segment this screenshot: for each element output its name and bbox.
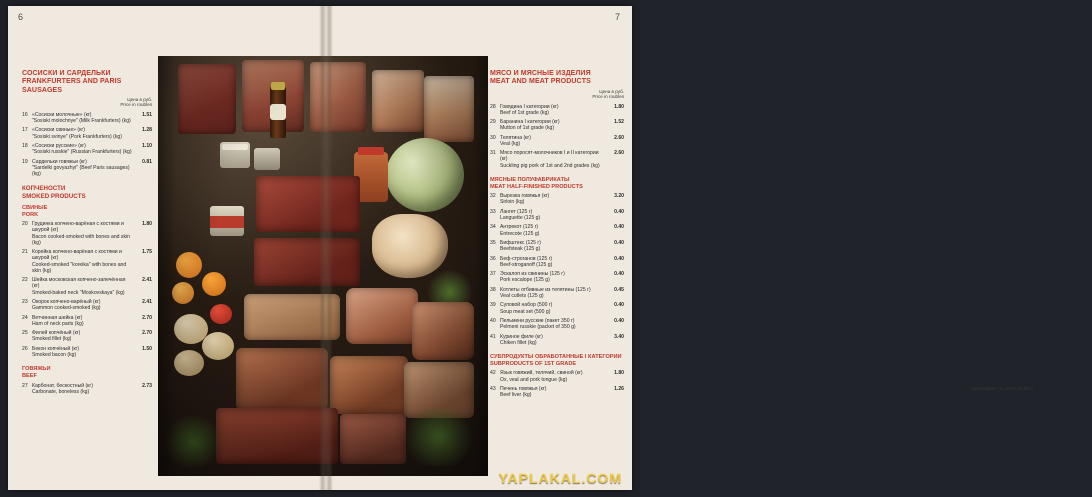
item-name-en: "Sosiski svinye" (Pork Frankfurters) (kg) xyxy=(32,133,122,140)
item-number: 16 xyxy=(22,111,28,118)
item-number: 19 xyxy=(22,158,28,165)
bottle-cap xyxy=(271,82,285,90)
table-row xyxy=(22,277,152,299)
item-name xyxy=(32,143,134,159)
item-number: 20 xyxy=(22,221,28,228)
item-number: 36 xyxy=(490,255,496,262)
table-row xyxy=(22,112,152,128)
can-label-band xyxy=(210,216,244,228)
item-name-ru: Баранина I категории (кг) xyxy=(500,119,560,126)
item-name-ru: Язык говяжий, телячий, свиной (кг) xyxy=(500,370,583,377)
item-name-en: Gammon cooked-smoked (kg) xyxy=(32,305,101,312)
item-name-en: Beef liver (kg) xyxy=(500,392,532,399)
item-name-en: Smoked-baked neck "Moskovskaya" (kg) xyxy=(32,289,125,296)
item-name-en: "Sosiski russkie" (Russian Frankfurters) (kg) xyxy=(32,149,132,156)
item-price: 2.60 xyxy=(614,134,624,141)
cabbage-head xyxy=(386,138,464,212)
item-name-en: Veal (kg) xyxy=(500,140,521,147)
table-row xyxy=(490,271,624,287)
subsection-heading-ru: СВИНЫЕ xyxy=(22,204,48,211)
item-name xyxy=(32,277,134,299)
item-number: 38 xyxy=(490,286,496,293)
item-number: 26 xyxy=(22,345,28,352)
item-name-en: Smoked bacon (kg) xyxy=(32,351,77,358)
item-name xyxy=(500,271,606,287)
item-price: 0.40 xyxy=(614,318,624,325)
item-name-ru: Суповой набор (500 г) xyxy=(500,302,553,309)
item-number: 39 xyxy=(490,302,496,309)
item-name-en: Chiken fillet (kg) xyxy=(500,339,537,346)
item-price: 1.51 xyxy=(142,111,152,118)
item-number: 40 xyxy=(490,318,496,325)
item-name-en: Ox, veal and pork tongue (kg) xyxy=(500,376,568,383)
orange-fruit xyxy=(176,252,202,278)
table-row xyxy=(22,127,152,143)
item-number: 18 xyxy=(22,142,28,149)
meat-slab xyxy=(372,70,424,132)
item-name-ru: Вырезка говяжья (кг) xyxy=(500,193,550,200)
item-name xyxy=(32,159,134,181)
section-heading-meat xyxy=(490,70,624,87)
item-name-ru: Печень говяжья (кг) xyxy=(500,385,547,392)
item-price: 1.80 xyxy=(614,103,624,110)
onion xyxy=(174,350,204,376)
table-row xyxy=(22,143,152,159)
table-row xyxy=(490,119,624,135)
section-heading-en: SMOKED PRODUCTS xyxy=(22,192,86,200)
item-number: 28 xyxy=(490,103,496,110)
item-name-ru: Беф-строганов (125 г) xyxy=(500,255,553,262)
meat-tray xyxy=(256,176,360,232)
table-row xyxy=(22,249,152,277)
item-name xyxy=(500,287,606,303)
table-row xyxy=(22,315,152,331)
section-heading-frankfurters xyxy=(22,70,152,95)
jar-cap xyxy=(358,147,384,155)
items-table-subproducts xyxy=(490,370,624,401)
item-number: 42 xyxy=(490,370,496,377)
items-table-meat xyxy=(490,104,624,173)
section-heading-subproducts xyxy=(490,354,624,367)
item-name xyxy=(32,299,134,315)
orange-fruit xyxy=(202,272,226,296)
item-name xyxy=(500,240,606,256)
item-number: 43 xyxy=(490,385,496,392)
item-price: 2.41 xyxy=(142,277,152,284)
item-number: 37 xyxy=(490,271,496,278)
section-heading-en: MEAT AND MEAT PRODUCTS xyxy=(490,78,591,86)
right-page-column xyxy=(490,70,1034,402)
item-name-en: Carbonate, boneless (kg) xyxy=(32,388,90,395)
item-price: 0.81 xyxy=(142,158,152,165)
item-price: 0.40 xyxy=(614,271,624,278)
item-price: 0.40 xyxy=(614,302,624,309)
item-name-en: Veal cutlets (125 g) xyxy=(500,293,544,300)
page-spread xyxy=(8,6,1034,490)
item-name-ru: Эскалоп из свинины (125 г) xyxy=(500,271,565,278)
item-name-ru: Сардельки говяжьи (кг) xyxy=(32,158,87,165)
item-name-ru: Лангет (125 г) xyxy=(500,208,533,215)
item-price: 3.20 xyxy=(614,193,624,200)
table-row xyxy=(22,383,152,399)
item-name-en: "Sosiski molochnye" (Milk Frankfurters) (kg) xyxy=(32,117,131,124)
tin-can xyxy=(210,206,244,236)
meat-tray xyxy=(340,414,406,464)
item-name xyxy=(500,318,606,334)
item-name-ru: Шейка московская копчено-запечённая (кг) xyxy=(32,277,126,290)
table-row xyxy=(490,287,624,303)
item-price: 1.28 xyxy=(142,127,152,134)
item-number: 32 xyxy=(490,193,496,200)
item-name xyxy=(32,112,134,128)
subsection-heading-ru: ГОВЯЖЬИ xyxy=(22,366,51,373)
meat-tray xyxy=(254,238,360,286)
item-price: 0.40 xyxy=(614,208,624,215)
price-header-en: Price in roubles xyxy=(120,102,152,108)
price-header-ru: Цена в руб. xyxy=(599,88,624,94)
tomato xyxy=(210,304,232,324)
item-name-ru: Мясо поросят-молочников I и II категории (кг) xyxy=(500,150,599,163)
item-name-ru: Карбонат, бескостный (кг) xyxy=(32,382,93,389)
item-price: 0.40 xyxy=(614,240,624,247)
subsection-heading-beef xyxy=(22,366,152,379)
section-heading-ru: СОСИСКИ И САРДЕЛЬКИ xyxy=(22,70,111,77)
item-price: 2.73 xyxy=(142,382,152,389)
item-name-en: Cooked-smoked "koreika" with bones and skin (kg) xyxy=(32,261,127,274)
table-row xyxy=(490,370,624,386)
section-heading-ru: МЯСНЫЕ ПОЛУФАБРИКАТЫ xyxy=(490,177,570,184)
subsection-heading-en: BEEF xyxy=(22,372,37,379)
item-name xyxy=(500,209,606,225)
item-price: 2.70 xyxy=(142,330,152,337)
item-name-ru: Котлеты отбивные из телятины (125 г) xyxy=(500,286,591,293)
item-price: 1.75 xyxy=(142,249,152,256)
price-header-left xyxy=(22,97,152,108)
table-row xyxy=(490,334,624,350)
items-table-beef xyxy=(22,383,152,399)
table-row xyxy=(22,330,152,346)
folio-left: 6 xyxy=(18,12,24,22)
item-name-en: Entrecote (125 g) xyxy=(500,230,540,237)
items-table-halffinished xyxy=(490,193,624,349)
chicken-carcass xyxy=(372,214,448,278)
item-name-ru: Бекон копчёный (кг) xyxy=(32,345,80,352)
item-name-en: Mutton of 1st grade (kg) xyxy=(500,125,555,132)
item-price: 0.40 xyxy=(614,224,624,231)
price-header-en: Price in roubles xyxy=(592,94,624,99)
item-number: 22 xyxy=(22,277,28,284)
item-name-en: Beef-stroganoff (125 g) xyxy=(500,261,553,268)
item-number: 41 xyxy=(490,333,496,340)
item-number: 33 xyxy=(490,208,496,215)
items-table-smoked xyxy=(22,221,152,361)
ham-piece xyxy=(346,288,418,344)
item-number: 17 xyxy=(22,127,28,134)
item-name xyxy=(500,302,606,318)
item-number: 25 xyxy=(22,330,28,337)
item-name-ru: Пельмени русские (пакет 350 г) xyxy=(500,318,575,325)
item-name-en: Beef of 1st grade (kg) xyxy=(500,109,549,116)
price-header-ru: Цена в руб. xyxy=(127,96,152,102)
watermark xyxy=(499,470,623,486)
item-name xyxy=(500,256,606,272)
item-price: 1.80 xyxy=(614,370,624,377)
item-number: 34 xyxy=(490,224,496,231)
table-row xyxy=(490,240,624,256)
item-name-en: Suckling pig pork of 1st and 2nd grades (kg) xyxy=(500,162,600,169)
item-name xyxy=(32,249,134,277)
item-name-en: Smoked fillet (kg) xyxy=(32,336,72,343)
item-number: 35 xyxy=(490,240,496,247)
orange-fruit xyxy=(172,282,194,304)
item-name xyxy=(500,104,606,120)
table-row xyxy=(490,209,624,225)
item-name-ru: Ветчинная шейка (кг) xyxy=(32,314,83,321)
item-name-en: Beefsteak (125 g) xyxy=(500,246,541,253)
item-name-ru: «Сосиски русские» (кг) xyxy=(32,142,86,149)
item-name xyxy=(500,119,606,135)
section-heading-en: MEAT HALF-FINISHED PRODUCTS xyxy=(490,183,583,190)
section-heading-en: SUBPRODUCTS OF 1ST GRADE xyxy=(490,360,577,367)
item-number: 29 xyxy=(490,119,496,126)
item-price: 2.60 xyxy=(614,150,624,157)
item-price: 1.50 xyxy=(142,345,152,352)
table-row xyxy=(490,302,624,318)
item-number: 30 xyxy=(490,134,496,141)
section-heading-ru: СУБПРОДУКТЫ ОБРАБОТАННЫЕ I КАТЕГОРИИ xyxy=(490,354,622,361)
smoked-meat-piece xyxy=(330,356,408,414)
item-number: 27 xyxy=(22,382,28,389)
table-row xyxy=(490,256,624,272)
footnote: Прейскурант № 1 Price list No 1 xyxy=(972,386,1034,392)
item-price: 1.52 xyxy=(614,119,624,126)
section-heading-ru: КОПЧЕНОСТИ xyxy=(22,185,66,193)
items-table-frankfurters xyxy=(22,112,152,181)
item-name xyxy=(500,224,606,240)
herb-sprig xyxy=(402,408,476,466)
item-name xyxy=(32,221,134,249)
section-heading-smoked xyxy=(22,185,152,200)
item-name-ru: Антрекот (125 г) xyxy=(500,224,539,231)
item-price: 0.40 xyxy=(614,255,624,262)
can-lid xyxy=(222,144,248,150)
item-name-ru: Корейка копчено-варёная с костями и шкурой (кг) xyxy=(32,249,122,262)
item-name xyxy=(32,383,134,399)
meat-slab xyxy=(178,64,236,134)
table-row xyxy=(490,224,624,240)
smoked-meat-piece xyxy=(236,348,328,410)
item-price: 2.41 xyxy=(142,298,152,305)
item-number: 21 xyxy=(22,249,28,256)
bottle-label xyxy=(270,104,286,120)
table-row xyxy=(22,346,152,362)
item-name xyxy=(32,127,134,143)
folio-right: 7 xyxy=(614,12,620,22)
subsection-heading-en: PORK xyxy=(22,211,39,218)
table-row xyxy=(22,299,152,315)
item-name xyxy=(500,193,606,209)
item-price: 2.70 xyxy=(142,314,152,321)
table-row xyxy=(490,193,624,209)
item-number: 31 xyxy=(490,150,496,157)
item-name xyxy=(32,346,134,362)
item-name-ru: Филей копчёный (кг) xyxy=(32,330,81,337)
item-name-en: Languette (125 g) xyxy=(500,215,541,222)
item-name-en: "Sardelki govyazhyi" (Beef Paris sausages) (kg) xyxy=(32,164,130,177)
table-row xyxy=(490,386,624,402)
item-name-ru: Грудинка копчено-варёная с костями и шкурой (кг) xyxy=(32,221,124,234)
item-name-ru: Телятина (кг) xyxy=(500,134,531,141)
item-name-ru: Говядина I категории (кг) xyxy=(500,103,559,110)
item-name-ru: Куриное филе (кг) xyxy=(500,333,543,340)
item-name xyxy=(500,370,606,386)
section-heading-en: FRANKFURTERS AND PARIS SAUSAGES xyxy=(22,78,122,94)
item-name-en: Sirloin (kg) xyxy=(500,199,525,206)
item-name-en: Bacon cooked-smoked with bones and skin (kg) xyxy=(32,233,130,246)
item-price: 1.10 xyxy=(142,142,152,149)
table-row xyxy=(22,221,152,249)
section-heading-halffinished xyxy=(490,177,624,190)
item-name xyxy=(32,315,134,331)
item-name xyxy=(500,386,606,402)
item-name-en: Pelmeni russkie (packet of 350 g) xyxy=(500,324,576,331)
item-name-ru: «Сосиски свиные» (кг) xyxy=(32,127,85,134)
table-row xyxy=(22,159,152,181)
table-row xyxy=(490,135,624,151)
item-name xyxy=(32,330,134,346)
item-name-ru: «Сосиски молочные» (кг) xyxy=(32,111,92,118)
item-name-en: Pork escalope (125 g) xyxy=(500,277,550,284)
watermark-text: YAPLAKAL.COM xyxy=(498,470,622,486)
item-price: 1.26 xyxy=(614,385,624,392)
item-price: 1.80 xyxy=(142,221,152,228)
subsection-heading-pork xyxy=(22,205,152,218)
book-gutter xyxy=(319,6,333,490)
item-name-ru: Окорок копчено-варёный (кг) xyxy=(32,298,101,305)
section-heading-ru: МЯСО И МЯСНЫЕ ИЗДЕЛИЯ xyxy=(490,70,591,77)
herb-sprig xyxy=(164,416,222,468)
onion xyxy=(202,332,234,360)
ham-piece xyxy=(412,302,474,360)
item-name-ru: Бифштекс (125 г) xyxy=(500,240,541,247)
item-price: 3.40 xyxy=(614,333,624,340)
item-price: 0.45 xyxy=(614,286,624,293)
left-page-column xyxy=(22,70,152,398)
meat-slab xyxy=(424,76,474,142)
item-name-en: Ham of neck parts (kg) xyxy=(32,320,84,327)
item-number: 24 xyxy=(22,314,28,321)
item-name xyxy=(500,135,606,151)
table-row xyxy=(490,150,624,172)
item-name xyxy=(500,150,606,172)
table-row xyxy=(490,104,624,120)
item-name-en: Soup meat set (500 g) xyxy=(500,308,551,315)
item-number: 23 xyxy=(22,298,28,305)
item-name xyxy=(500,334,606,350)
table-row xyxy=(490,318,624,334)
price-header-right xyxy=(490,89,624,100)
tin-can xyxy=(254,148,280,170)
tin-can xyxy=(220,142,250,168)
